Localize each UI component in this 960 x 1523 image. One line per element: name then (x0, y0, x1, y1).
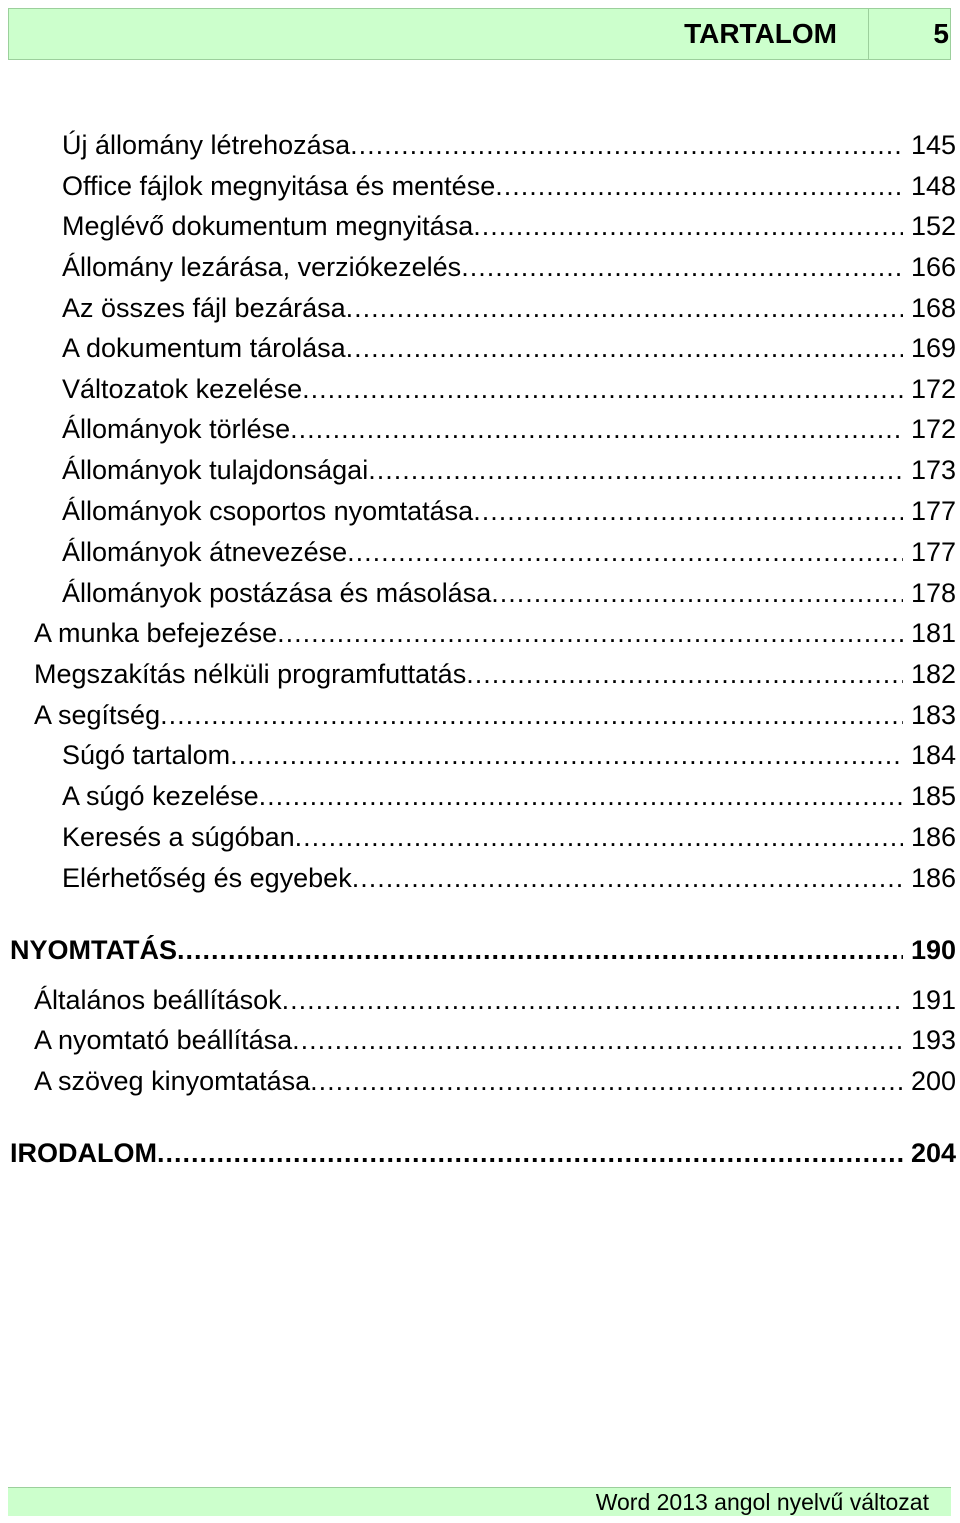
toc-dot-leader (290, 411, 903, 447)
toc-entry-page-number: 166 (910, 252, 956, 282)
toc-dot-leader (259, 778, 903, 814)
toc-dot-leader (346, 330, 903, 366)
toc-entry-page-number: 172 (910, 374, 956, 404)
toc-entry-page-number: 145 (910, 130, 956, 160)
toc-entry-title: Változatok kezelése (62, 374, 303, 404)
toc-dot-leader (292, 1022, 903, 1058)
toc-dot-leader (346, 290, 903, 326)
toc-entry-title: Állományok törlése (62, 414, 291, 444)
toc-entry-title: IRODALOM (10, 1138, 157, 1168)
toc-dot-leader (466, 656, 903, 692)
toc-dot-leader (282, 982, 903, 1018)
toc-entry (62, 249, 956, 285)
toc-entry (62, 168, 956, 204)
toc-dot-leader (177, 932, 903, 968)
toc-entry (10, 1135, 956, 1171)
toc-dot-leader (160, 697, 903, 733)
toc-entry-page-number: 177 (910, 537, 956, 567)
toc-entry (62, 208, 956, 244)
toc-entry-title: Állományok csoportos nyomtatása (62, 496, 474, 526)
toc-entry-title: Keresés a súgóban (62, 822, 295, 852)
toc-entry-page-number: 184 (910, 740, 956, 770)
toc-entry-title: Súgó tartalom (62, 740, 231, 770)
toc-entry-page-number: 169 (910, 333, 956, 363)
toc-entry (34, 1063, 956, 1099)
toc-entry (34, 615, 956, 651)
toc-entry (62, 411, 956, 447)
toc-dot-leader (368, 452, 903, 488)
toc-entry-page-number: 181 (910, 618, 956, 648)
toc-entry-page-number: 178 (910, 578, 956, 608)
toc-entry-page-number: 152 (910, 211, 956, 241)
toc-entry (10, 932, 956, 968)
toc-entry-page-number: 186 (910, 822, 956, 852)
toc-entry-title: Az összes fájl bezárása (62, 293, 346, 323)
toc-dot-leader (302, 371, 903, 407)
toc-entry-page-number: 185 (910, 781, 956, 811)
toc-dot-leader (347, 534, 903, 570)
toc-entry-title: Állományok tulajdonságai (62, 455, 369, 485)
toc-entry-page-number: 186 (910, 863, 956, 893)
toc-entry-page-number: 183 (910, 700, 956, 730)
toc-entry (62, 819, 956, 855)
toc-dot-leader (473, 208, 903, 244)
toc-entry (62, 127, 956, 163)
toc-entry-title: Állományok átnevezése (62, 537, 348, 567)
toc-entry-page-number: 172 (910, 414, 956, 444)
toc-entry-page-number: 177 (910, 496, 956, 526)
toc-entry (62, 493, 956, 529)
toc-entry (34, 982, 956, 1018)
header-page-number: 5 (933, 18, 949, 49)
toc-dot-leader (295, 819, 903, 855)
toc-dot-leader (473, 493, 903, 529)
toc-entry-title: Meglévő dokumentum megnyitása (62, 211, 474, 241)
toc-entry-title: A segítség (34, 700, 161, 730)
toc-entry-title: A dokumentum tárolása (62, 333, 346, 363)
page-footer (8, 1488, 951, 1516)
toc-entry-title: Általános beállítások (34, 985, 282, 1015)
toc-entry-title: A nyomtató beállítása (34, 1025, 293, 1055)
toc-entry (62, 452, 956, 488)
toc-entry-page-number: 148 (910, 171, 956, 201)
toc-entry-page-number: 200 (910, 1066, 956, 1096)
toc-entry-title: Állományok postázása és másolása (62, 578, 492, 608)
toc-entry (62, 330, 956, 366)
toc-entry-page-number: 190 (910, 935, 956, 965)
toc-entry-title: A súgó kezelése (62, 781, 259, 811)
toc-entry-title: Új állomány létrehozása (62, 130, 351, 160)
toc-entry-page-number: 204 (910, 1138, 956, 1168)
toc-entry (62, 290, 956, 326)
toc-entry-page-number: 191 (910, 985, 956, 1015)
toc-entry-title: A szöveg kinyomtatása (34, 1066, 311, 1096)
toc-dot-leader (495, 168, 903, 204)
header-title: TARTALOM (684, 18, 837, 49)
toc-dot-leader (277, 615, 903, 651)
toc-entry-title: A munka befejezése (34, 618, 278, 648)
toc-entry-title: Állomány lezárása, verziókezelés (62, 252, 462, 282)
page-header (8, 8, 951, 60)
toc-entry-page-number: 168 (910, 293, 956, 323)
toc-dot-leader (310, 1063, 903, 1099)
toc-dot-leader (350, 127, 903, 163)
toc-entry (62, 737, 956, 773)
toc-entry-title: NYOMTATÁS (10, 935, 177, 965)
toc-entry (62, 575, 956, 611)
toc-entry (34, 697, 956, 733)
toc-dot-leader (491, 575, 903, 611)
toc-dot-leader (352, 860, 903, 896)
toc-dot-leader (230, 737, 903, 773)
toc-dot-leader (157, 1135, 903, 1171)
toc-entry-page-number: 193 (910, 1025, 956, 1055)
toc-entry-page-number: 182 (910, 659, 956, 689)
toc-dot-leader (461, 249, 903, 285)
toc-entry (34, 656, 956, 692)
toc-entry-title: Megszakítás nélküli programfuttatás (34, 659, 467, 689)
footer-text: Word 2013 angol nyelvű változat (595, 1489, 929, 1515)
toc-entry (62, 534, 956, 570)
toc-entry (34, 1022, 956, 1058)
toc-entry (62, 778, 956, 814)
toc-entry (62, 371, 956, 407)
toc-entry-page-number: 173 (910, 455, 956, 485)
toc-entry-title: Elérhetőség és egyebek (62, 863, 352, 893)
toc-entry (62, 860, 956, 896)
toc-entry-title: Office fájlok megnyitása és mentése (62, 171, 496, 201)
